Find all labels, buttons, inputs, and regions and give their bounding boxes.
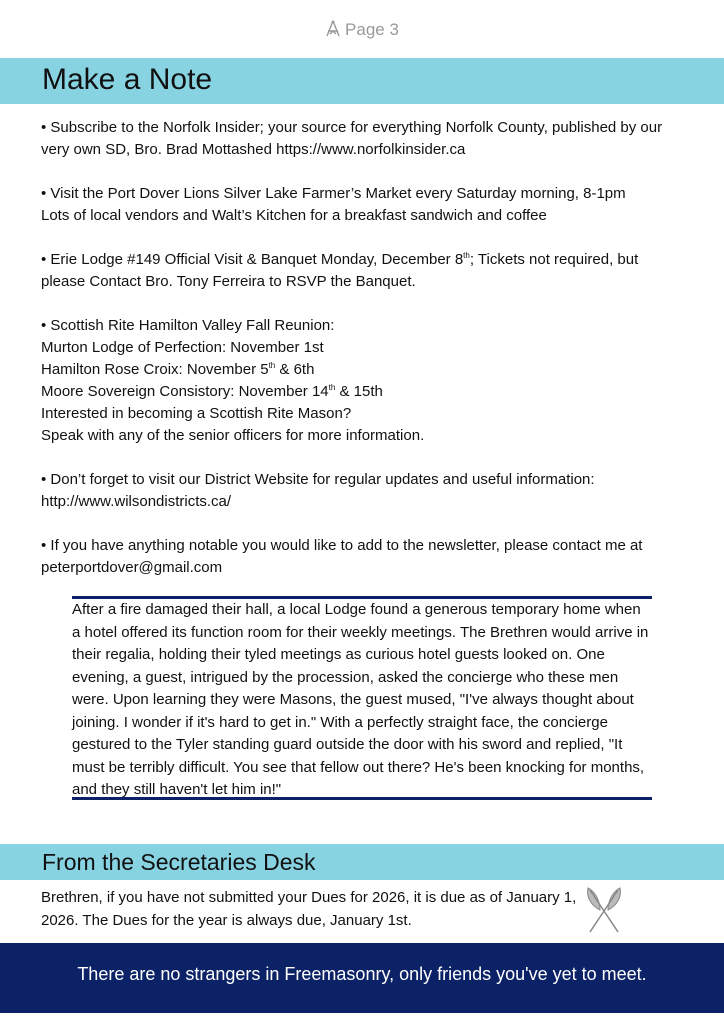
note-text: & 15th [335,383,383,400]
note-text: Interested in becoming a Scottish Rite Mason? [41,405,352,422]
note-text: • Erie Lodge #149 Official Visit & Banquet Monday, December 8 [41,251,464,268]
make-a-note-header [0,58,724,104]
note-website [41,469,681,513]
note-text: Murton Lodge of Perfection: November 1st [41,339,324,356]
note-scottish-rite [41,315,681,447]
note-farmers-market [41,183,681,227]
note-text: • If you have anything notable you would like to add to the newsletter, please contact me at [41,537,643,554]
superscript: th [328,383,336,392]
notes-list [41,117,681,601]
note-erie-lodge [41,249,681,293]
page-number [0,20,724,40]
website-link[interactable]: http://www.wilsondistricts.ca/ [41,493,232,510]
note-text: • Don’t forget to visit our District Website for regular updates and useful information: [41,471,595,488]
footer-banner: There are no strangers in Freemasonry, only friends you've yet to meet. [0,943,724,1013]
note-text: • Subscribe to the Norfolk Insider; your source for everything Norfolk County, published by our very own SD, Bro. Brad Mottashed https://www.norfolkinsider.ca [41,119,663,158]
dues-notice: Brethren, if you have not submitted your Dues for 2026, it is due as of January 1, 2026. The Dues for the year is always due, January 1st. [41,889,577,929]
page-label: Page 3 [345,20,399,39]
note-text: Moore Sovereign Consistory: November 14 [41,383,329,400]
note-text: Speak with any of the senior officers for more information. [41,427,425,444]
section-title: From the Secretaries Desk [42,849,316,875]
email-link[interactable]: peterportdover@gmail.com [41,559,223,576]
note-text: • Visit the Port Dover Lions Silver Lake Farmer’s Market every Saturday morning, 8-1pm [41,185,626,202]
superscript: th [268,361,276,370]
section-title: Make a Note [42,63,213,96]
crossed-quills-icon [582,884,626,934]
note-text: ; Tickets not required, but please Contact Bro. Tony Ferreira to RSVP the Banquet. [41,251,639,290]
note-contact [41,535,681,579]
note-text: & 6th [275,361,315,378]
note-text: • Scottish Rite Hamilton Valley Fall Reunion: [41,317,335,334]
note-text: Hamilton Rose Croix: November 5 [41,361,269,378]
note-text: Lots of local vendors and Walt’s Kitchen for a breakfast sandwich and coffee [41,207,547,224]
story-box: After a fire damaged their hall, a local Lodge found a generous temporary home when a hotel offered its function room for their weekly meetings. The Brethren would arrive in their regalia, holding their tyled meetings as curious hotel guests looked on. One evening, a guest, intrigued by the procession, asked the concierge who these men were. Upon learning they were Masons, the guest mused, "I've always thought about joining. I wonder if it's hard to get in." With a perfectly straight face, the concierge gestured to the Tyler standing guard outside the door with his sword and replied, "It must be terribly difficult. You see that fellow out there? He's been knocking for months, and they still haven't let him in!" [72,596,652,800]
secretaries-header [0,844,724,880]
superscript: th [463,251,470,260]
note-norfolk-insider [41,117,681,161]
square-compass-icon [325,20,341,38]
